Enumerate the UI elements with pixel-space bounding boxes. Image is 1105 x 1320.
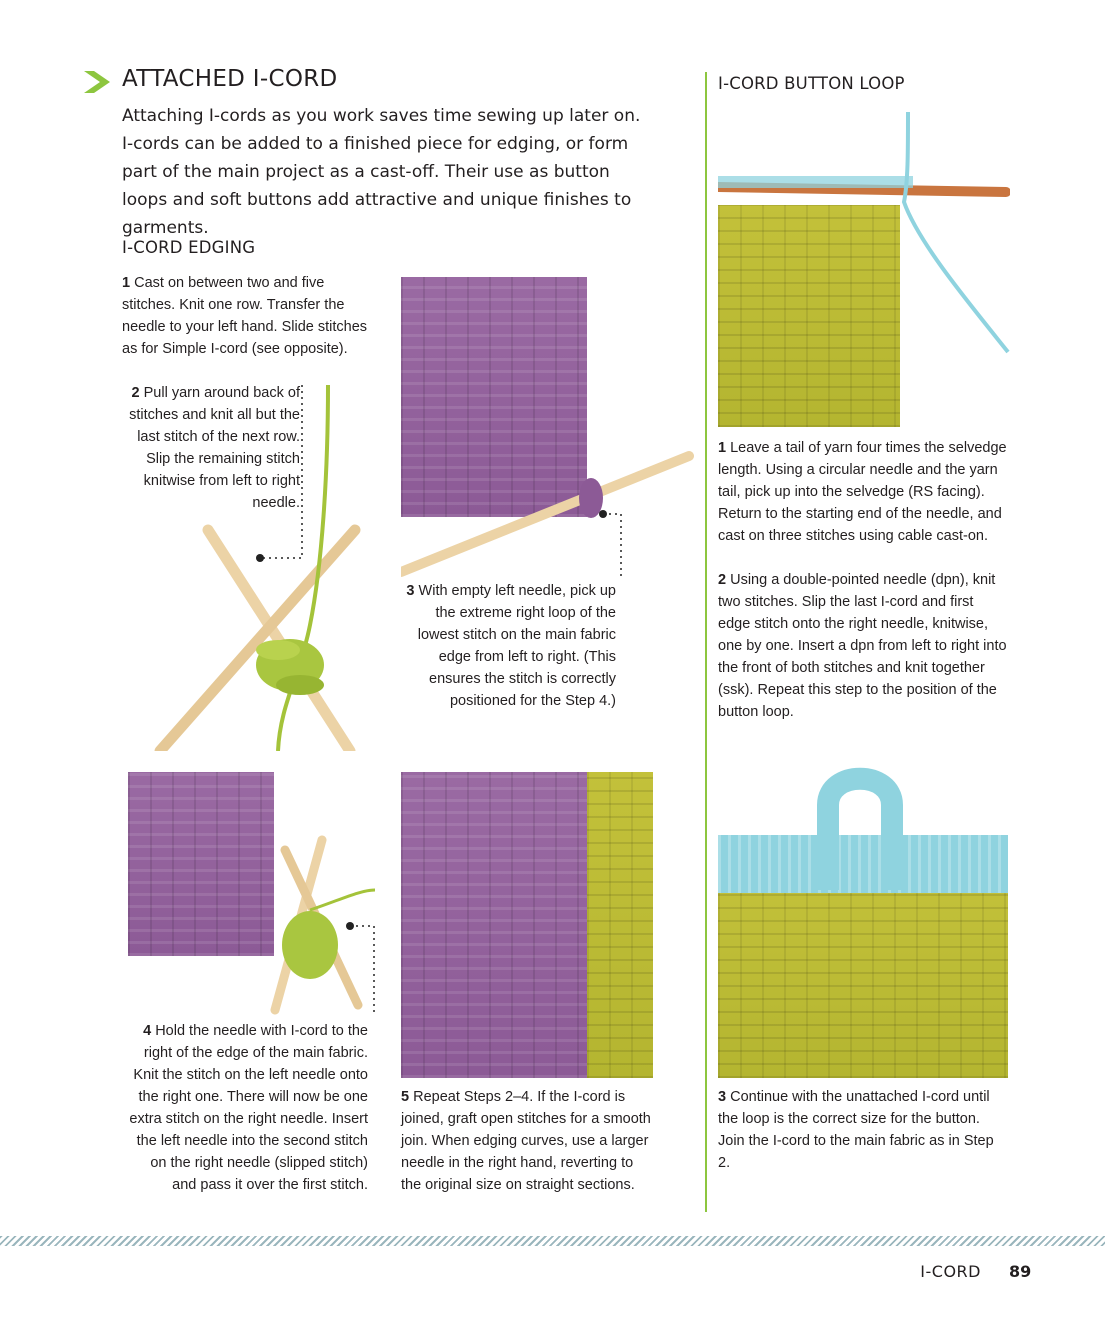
step-number: 3 (406, 583, 415, 599)
step-number: 3 (718, 1089, 727, 1105)
button-loop-step-2 (718, 569, 1008, 723)
step-5-fabric-photo (401, 772, 587, 1078)
step-text: Repeat Steps 2–4. If the I-cord is joined, graft open stitches for a smooth join. When edging curves, use a larger needle in the right hand, reverting to the original size on straight sections. (401, 1089, 651, 1193)
step-4-needles-photo (240, 830, 380, 1015)
edging-step-1 (122, 272, 377, 360)
step-text: Leave a tail of yarn four times the selvedge length. Using a circular needle and the yarn tail, pick up into the selvedge (RS facing). Return to the starting end of the needle, and cast on three stitches using cable cast-on. (718, 440, 1007, 544)
column-divider (705, 72, 707, 1212)
step-text: Continue with the unattached I-cord until the loop is the correct size for the button. Join the I-cord to the main fabric as in Step 2. (718, 1089, 994, 1171)
step-number: 4 (143, 1023, 152, 1039)
step-text: Hold the needle with I-cord to the right of the edge of the main fabric. Knit the stitch on the left needle onto the right one. There will now be one extra stitch on the right needle. Insert the left needle into the second stitch on the right needle (slipped stitch) and pass it over the first stitch. (129, 1023, 368, 1193)
button-loop-photo (800, 755, 920, 895)
section-heading-edging: I-CORD EDGING (122, 238, 256, 257)
step-number: 5 (401, 1089, 410, 1105)
page-title: ATTACHED I-CORD (122, 66, 338, 92)
footer-rule (0, 1236, 1105, 1246)
edging-step-3 (396, 580, 616, 712)
button-loop-fabric-photo (718, 880, 1008, 1078)
step-5-icord-edge-photo (587, 772, 653, 1078)
step-text: Cast on between two and five stitches. Knit one row. Transfer the needle to your left hand. Slide stitches as for Simple I-cord (see opposite). (122, 275, 368, 357)
step-text: Using a double-pointed needle (dpn), knit two stitches. Slip the last I-cord and first edge stitch onto the right needle, knitwise, one by one. Insert a dpn from left to right into the front of both stitches and knit together (ssk). Repeat this step to the position of the button loop. (718, 572, 1007, 720)
step-3-needle-photo (401, 440, 701, 580)
chevron-right-icon (84, 71, 112, 93)
step-text: Pull yarn around back of stitches and knit all but the last stitch of the next row. Slip the remaining stitch knitwise from left to right needle. (129, 385, 300, 511)
section-heading-button-loop: I-CORD BUTTON LOOP (718, 74, 905, 93)
button-loop-needle-photo (718, 112, 1010, 357)
step-number: 2 (718, 572, 727, 588)
running-footer: I-CORD (920, 1262, 981, 1281)
step-number: 2 (131, 385, 140, 401)
button-loop-step-1 (718, 437, 1013, 547)
intro-paragraph: Attaching I-cords as you work saves time sewing up later on. I-cords can be added to a finished piece for edging, or form part of the main project as a cast-off. Their use as button loops and soft buttons add attractive and unique finishes to garments. (122, 106, 641, 238)
edging-step-4 (128, 1020, 368, 1196)
edging-step-5 (401, 1086, 651, 1196)
step-number: 1 (718, 440, 727, 456)
step-text: With empty left needle, pick up the extreme right loop of the lowest stitch on the main fabric edge from left to right. (This ensures the stitch is correctly positioned for the Step 4.) (417, 583, 616, 709)
page-number: 89 (1009, 1262, 1032, 1281)
step-number: 1 (122, 275, 131, 291)
step-2-needles-photo (150, 385, 382, 751)
button-loop-step-3 (718, 1086, 1008, 1174)
